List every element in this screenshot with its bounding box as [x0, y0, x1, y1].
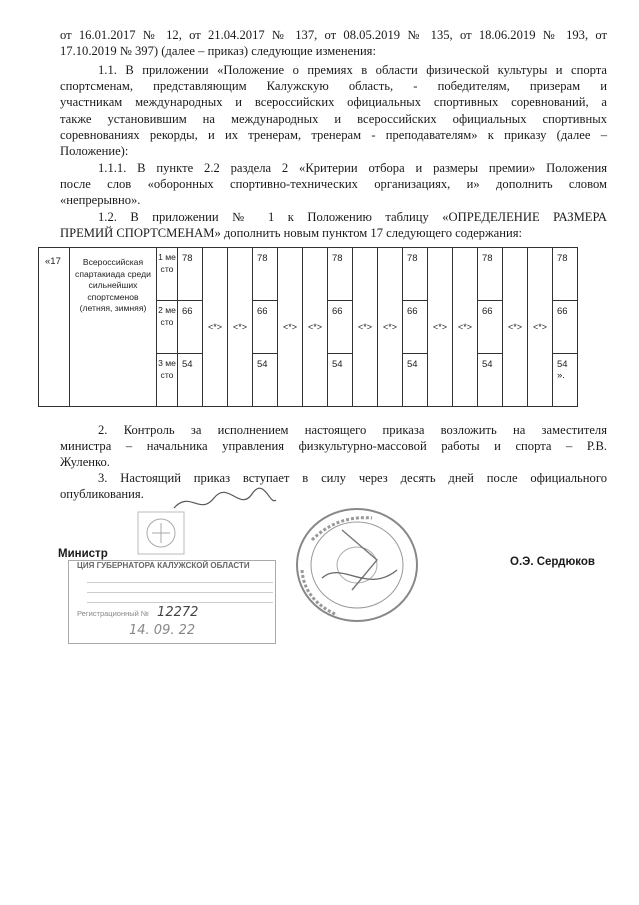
value-cell: 54: [403, 354, 428, 407]
value-cell: 78: [553, 248, 578, 301]
value-cell: 78: [178, 248, 203, 301]
star-cell: <*>: [353, 248, 378, 407]
paragraph-2: [60, 422, 607, 471]
value-cell: 54: [178, 354, 203, 407]
value-cell: 54: [328, 354, 353, 407]
star-cell: <*>: [503, 248, 528, 407]
value-cell: 54 ».: [553, 354, 578, 407]
round-seal-icon: [282, 500, 432, 630]
stamp-body-lines: [87, 576, 273, 603]
star-cell: <*>: [453, 248, 478, 407]
text-line: «непрерывно».: [60, 193, 141, 208]
text-line: Положение):: [60, 144, 129, 159]
value-cell: 54: [478, 354, 503, 407]
place-cell: 2 ме сто: [157, 301, 178, 354]
text-line: 1.2. В приложении № 1 к Положению таблицу «ОПРЕДЕЛЕНИЕ РАЗМЕРА: [98, 210, 607, 224]
award-table: [38, 247, 578, 407]
value-cell: 66: [553, 301, 578, 354]
stamp-date: 14. 09. 22: [129, 623, 196, 638]
star-cell: <*>: [303, 248, 328, 407]
value-cell: 66: [328, 301, 353, 354]
star-cell: <*>: [203, 248, 228, 407]
signature-title: Министр: [58, 548, 108, 560]
text-line: ПРЕМИЙ СПОРТСМЕНАМ» дополнить новым пунктом 17 следующего содержания:: [60, 226, 523, 241]
text-line: 17.10.2019 № 397) (далее – приказ) следующие изменения:: [60, 44, 376, 59]
star-cell: <*>: [528, 248, 553, 407]
paragraph-1-1-1: [60, 160, 607, 209]
text-line: участникам международных и всероссийских официальных спортивных соревнований, а: [60, 95, 607, 110]
paragraph-1-1: [60, 62, 607, 159]
registration-stamp: [68, 560, 276, 644]
value-cell: 78: [478, 248, 503, 301]
signatory-name: О.Э. Сердюков: [510, 556, 595, 568]
value-cell: 78: [328, 248, 353, 301]
registration-number: 12272: [157, 605, 199, 620]
text-line: Жуленко.: [60, 455, 110, 470]
text-line: от 16.01.2017 № 12, от 21.04.2017 № 137, от 08.05.2019 № 135, от 18.06.2019 № 193, от: [60, 28, 607, 42]
registration-label: Регистрационный №: [77, 609, 149, 618]
place-cell: 1 ме сто: [157, 248, 178, 301]
value-cell: 66: [178, 301, 203, 354]
text-line: также установившим на международных и всероссийских официальных спортивных: [60, 111, 607, 126]
paragraph-1-2: [60, 209, 607, 241]
value-cell: 66: [478, 301, 503, 354]
row-number-cell: «17: [39, 248, 70, 407]
star-cell: <*>: [278, 248, 303, 407]
text-line: соревнованиях рекорды, и их тренерам, тренерам - преподавателям» к приказу (далее –: [60, 127, 607, 142]
text-line: министра – начальника управления физкультурно-массовой работы и спорта – Р.В.: [60, 439, 607, 454]
value-cell: 78: [403, 248, 428, 301]
faded-seal-icon: [132, 506, 190, 560]
competition-name-cell: Всероссийская спартакиада среди сильнейших спортсменов (летняя, зимняя): [70, 248, 157, 407]
text-line: 1.1.1. В пункте 2.2 раздела 2 «Критерии отбора и размеры премии» Положения: [98, 161, 607, 175]
stamp-header: ЦИЯ ГУБЕРНАТОРА КАЛУЖСКОЙ ОБЛАСТИ: [77, 561, 250, 570]
stamp-registration: [77, 605, 198, 620]
text-line: 2. Контроль за исполнением настоящего приказа возложить на заместителя: [98, 423, 607, 437]
star-cell: <*>: [428, 248, 453, 407]
text-line: опубликования.: [60, 487, 144, 502]
value-cell: 54: [253, 354, 278, 407]
value-cell: 66: [403, 301, 428, 354]
value-cell: 78: [253, 248, 278, 301]
value-cell: 66: [253, 301, 278, 354]
text-line: после слов «оборонных спортивно-технических организациях, и» дополнить словом: [60, 177, 607, 192]
place-cell: 3 ме сто: [157, 354, 178, 407]
text-line: спортсменам, представляющим Калужскую область, - победителям, призерам и: [60, 79, 607, 94]
paragraph-3: [60, 470, 607, 502]
text-line: 1.1. В приложении «Положение о премиях в области физической культуры и спорта: [98, 63, 607, 77]
table-row: [39, 248, 578, 301]
text-line: 3. Настоящий приказ вступает в силу через десять дней после официального: [98, 471, 607, 485]
star-cell: <*>: [228, 248, 253, 407]
star-cell: <*>: [378, 248, 403, 407]
intro-paragraph: [60, 27, 607, 59]
